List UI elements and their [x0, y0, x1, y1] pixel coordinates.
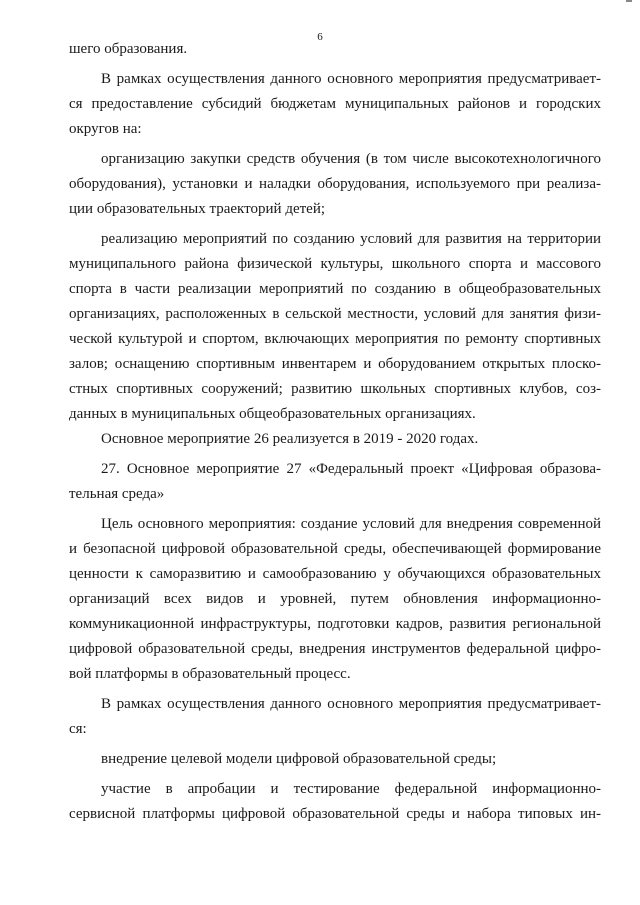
text-line: оборудования), установки и наладки оборудования, используемого при реализа- — [69, 176, 601, 192]
text-line: организацию закупки средств обучения (в том числе высокотехнологичного — [101, 151, 601, 167]
text-line: организациях, расположенных в сельской местности, условий для занятия физи- — [69, 306, 601, 322]
text-line: шего образования. — [69, 41, 188, 57]
text-line: внедрение целевой модели цифровой образовательной среды; — [101, 751, 497, 767]
text-line: данных в муниципальных общеобразовательных организациях. — [69, 406, 476, 422]
paragraph-list-item-platform-testing — [69, 777, 601, 827]
paragraph-subsidies-intro — [69, 67, 601, 142]
paragraph-event-27-goal — [69, 512, 601, 687]
text-line: спорта в части реализации мероприятий по созданию в общеобразовательных — [69, 281, 601, 297]
text-line: тельная среда» — [69, 486, 165, 502]
section-heading-event-27 — [69, 457, 601, 507]
paragraph-event-26-period — [69, 427, 601, 452]
paragraph-event-27-intro — [69, 692, 601, 742]
text-line: и безопасной цифровой образовательной среды, обеспечивающей формирование — [69, 541, 601, 557]
paragraph-continuation — [69, 37, 601, 62]
text-line: округов на: — [69, 121, 142, 137]
text-line: стных спортивных сооружений; развитию школьных спортивных клубов, соз- — [69, 381, 601, 397]
text-line: Основное мероприятие 26 реализуется в 2019 - 2020 годах. — [101, 431, 479, 447]
paragraph-list-item-sports — [69, 227, 601, 427]
text-line: залов; оснащению спортивным инвентарем и оборудованием открытых плоско- — [69, 356, 601, 372]
scan-corner-mark — [626, 0, 632, 2]
text-line: ся: — [69, 721, 87, 737]
text-line: ценности к саморазвитию и самообразованию у обучающихся образовательных — [69, 566, 601, 582]
text-line: ции образовательных траекторий детей; — [69, 201, 326, 217]
text-line: В рамках осуществления данного основного мероприятия предусматривает- — [101, 71, 601, 87]
document-body — [69, 37, 601, 827]
text-line: 27. Основное мероприятие 27 «Федеральный проект «Цифровая образова- — [101, 461, 601, 477]
text-line: вой платформы в образовательный процесс. — [69, 666, 351, 682]
text-line: муниципального района физической культуры, школьного спорта и массового — [69, 256, 601, 272]
paragraph-list-item-target-model — [69, 747, 601, 772]
text-line: участие в апробации и тестирование федеральной информационно- — [101, 781, 601, 797]
text-line: В рамках осуществления данного основного мероприятия предусматривает- — [101, 696, 601, 712]
text-line: коммуникационной инфраструктуры, подготовки кадров, развития региональной — [69, 616, 601, 632]
page-number: 6 — [317, 31, 323, 43]
text-line: ческой культурой и спортом, включающих мероприятия по ремонту спортивных — [69, 331, 601, 347]
text-line: Цель основного мероприятия: создание условий для внедрения современной — [101, 516, 601, 532]
text-line: сервисной платформы цифровой образовательной среды и набора типовых ин- — [69, 806, 601, 822]
text-line: реализацию мероприятий по созданию условий для развития на территории — [101, 231, 601, 247]
paragraph-list-item-equipment — [69, 147, 601, 222]
text-line: организаций всех видов и уровней, путем обновления информационно- — [69, 591, 601, 607]
text-line: цифровой образовательной среды, внедрения инструментов федеральной цифро- — [69, 641, 601, 657]
text-line: ся предоставление субсидий бюджетам муниципальных районов и городских — [69, 96, 601, 112]
